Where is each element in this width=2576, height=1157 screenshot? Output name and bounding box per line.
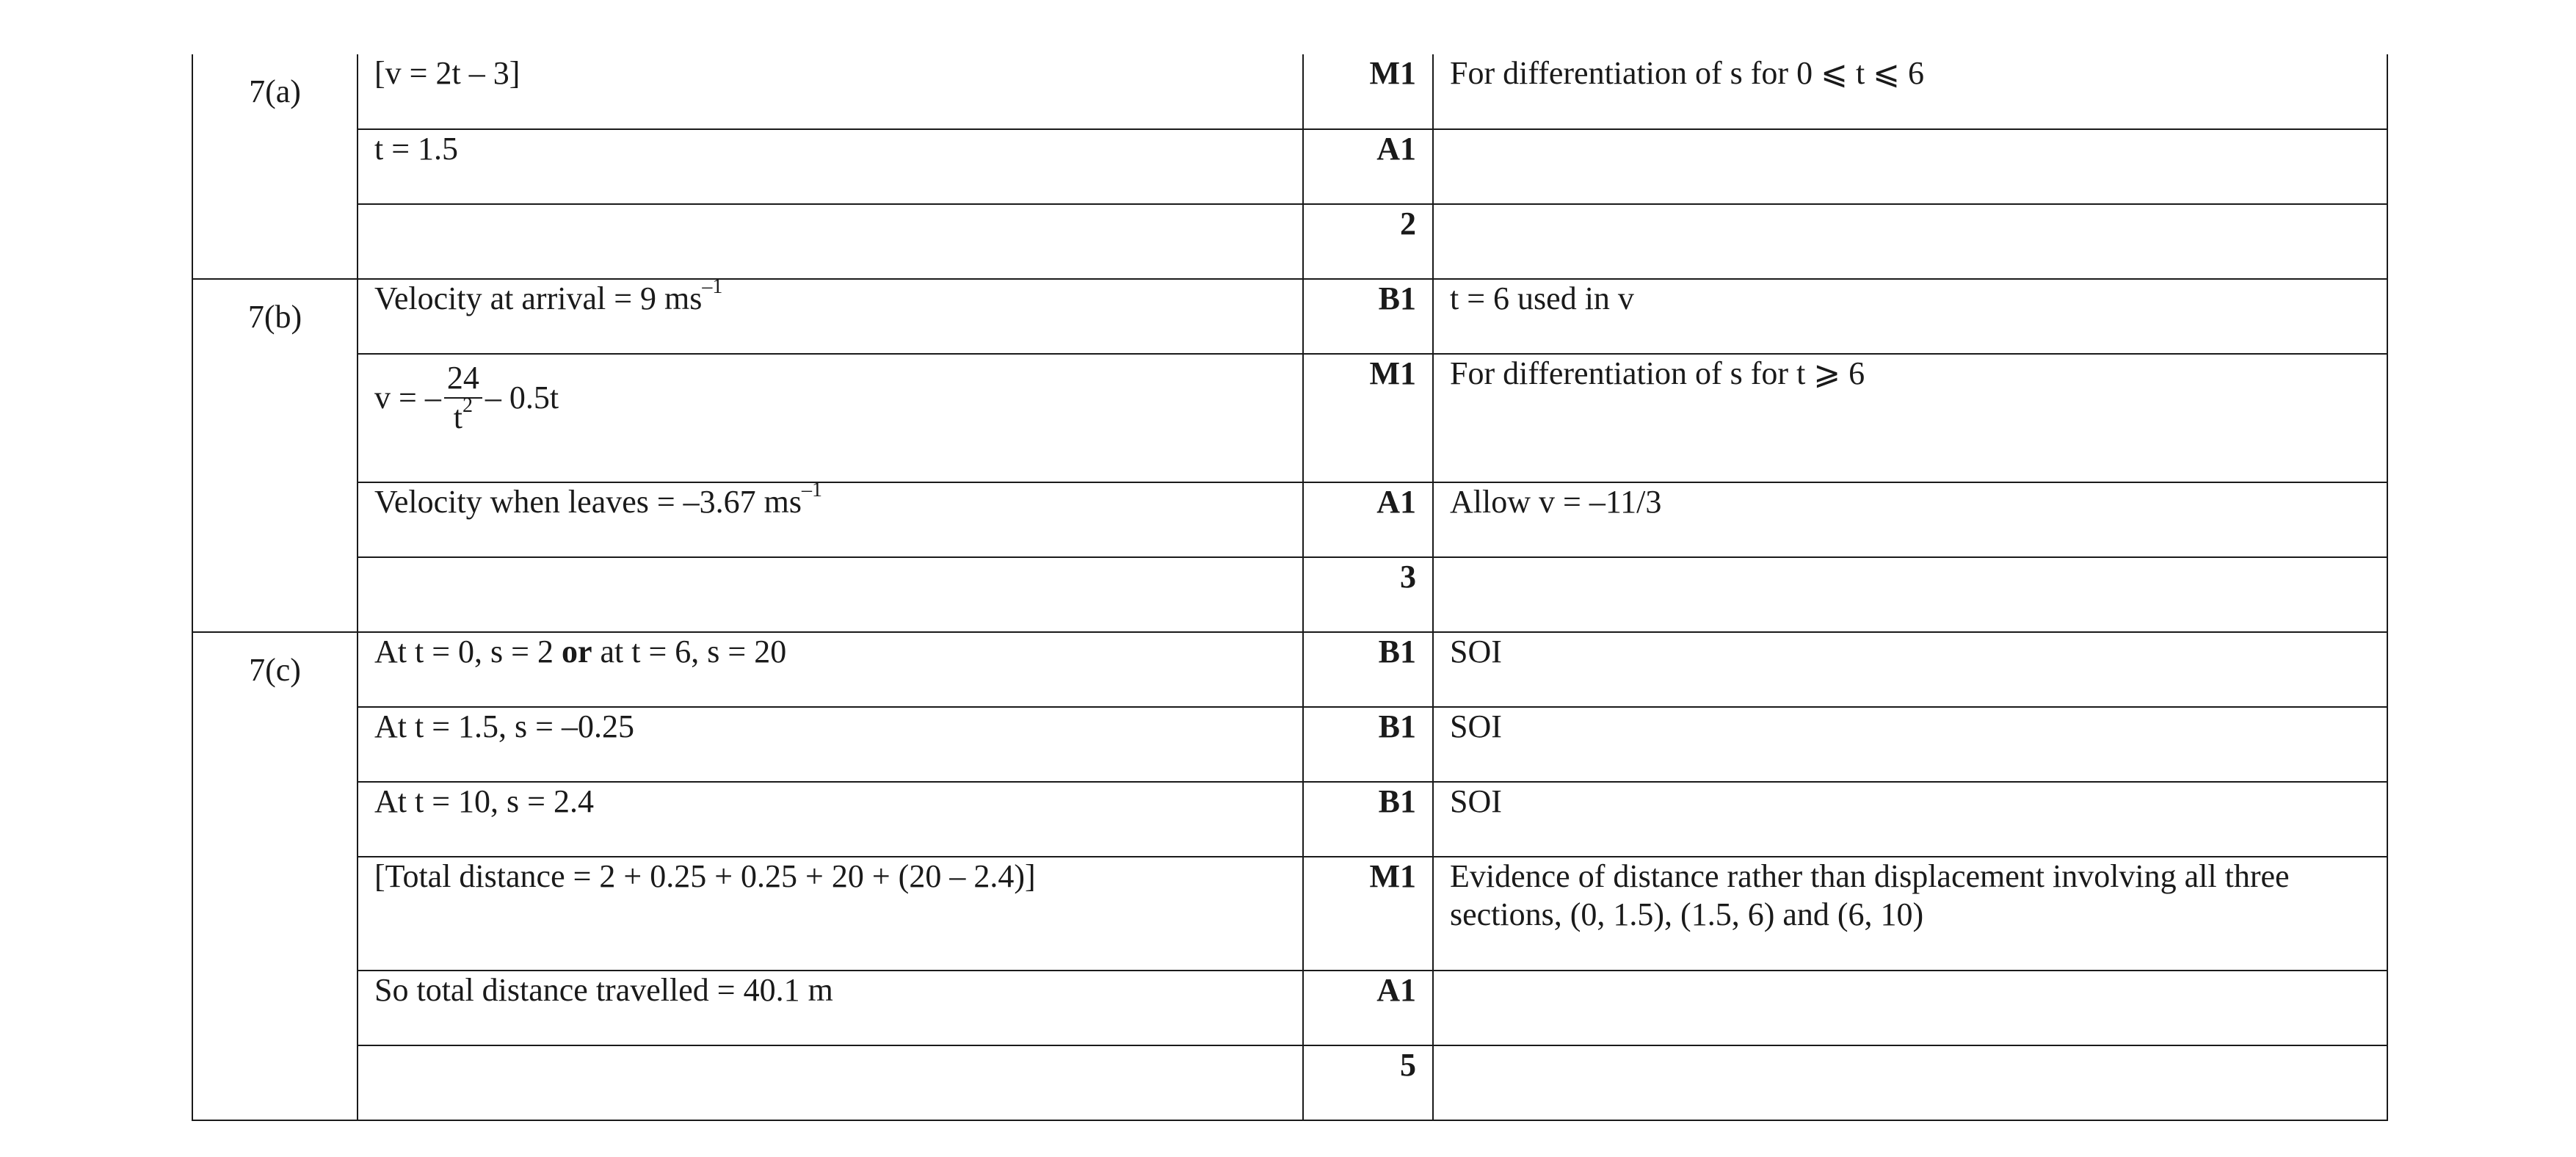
answer-cell: At t = 1.5, s = –0.25 — [358, 707, 1303, 782]
mark-cell: A1 — [1303, 971, 1433, 1045]
guidance-cell: SOI — [1433, 707, 2387, 782]
answer-cell — [358, 275, 1303, 354]
velocity-equation — [374, 359, 559, 437]
table-row — [192, 354, 2387, 482]
answer-cell: [Total distance = 2 + 0.25 + 0.25 + 20 + (20 – 2.4)] — [358, 857, 1303, 971]
guidance-cell — [1433, 1045, 2387, 1120]
total-mark-cell: 2 — [1303, 204, 1433, 279]
answer-cell — [358, 1045, 1303, 1120]
answer-cell: t = 1.5 — [358, 129, 1303, 204]
mark-cell: M1 — [1303, 857, 1433, 971]
mark-cell: B1 — [1303, 707, 1433, 782]
answer-cell — [358, 204, 1303, 279]
guidance-cell: For differentiation of s for t ⩾ 6 — [1433, 354, 2387, 482]
table-row — [192, 129, 2387, 204]
guidance-cell: Evidence of distance rather than displacement involving all three sections, (0, 1.5), (1.5, 6) and (6, 10) — [1433, 857, 2387, 971]
answer-cell: So total distance travelled = 40.1 m — [358, 971, 1303, 1045]
unit-exponent: –1 — [802, 479, 823, 501]
guidance-cell — [1433, 204, 2387, 279]
table-row — [192, 482, 2387, 557]
guidance-cell: t = 6 used in v — [1433, 279, 2387, 354]
denominator-exponent: 2 — [462, 394, 473, 417]
answer-cell: At t = 10, s = 2.4 — [358, 782, 1303, 857]
answer-cell — [358, 557, 1303, 632]
fraction-denominator — [444, 394, 482, 437]
total-mark-cell: 5 — [1303, 1045, 1433, 1120]
mark-cell: M1 — [1303, 54, 1433, 129]
table-row — [192, 857, 2387, 971]
table-row — [192, 557, 2387, 632]
answer-cell — [358, 479, 1303, 557]
total-mark-cell: 3 — [1303, 557, 1433, 632]
guidance-cell: For differentiation of s for 0 ⩽ t ⩽ 6 — [1433, 54, 2387, 129]
question-number-7b: 7(b) — [192, 279, 358, 632]
guidance-cell: SOI — [1433, 782, 2387, 857]
answer-cell: [v = 2t – 3] — [358, 54, 1303, 129]
guidance-cell: Allow v = –11/3 — [1433, 482, 2387, 557]
mark-cell: B1 — [1303, 279, 1433, 354]
mark-cell: B1 — [1303, 632, 1433, 707]
table-row — [192, 707, 2387, 782]
guidance-cell — [1433, 129, 2387, 204]
answer-cell — [358, 632, 1303, 707]
answer-text-b: at t = 6, s = 20 — [592, 634, 787, 670]
mark-cell: A1 — [1303, 482, 1433, 557]
table-row — [192, 279, 2387, 354]
answer-or: or — [561, 634, 592, 670]
fraction-numerator: 24 — [444, 359, 482, 399]
question-number-7a: 7(a) — [192, 54, 358, 279]
guidance-cell: SOI — [1433, 632, 2387, 707]
equation-lhs: v = – — [374, 380, 441, 416]
question-number-7c: 7(c) — [192, 632, 358, 1120]
unit-exponent: –1 — [702, 275, 723, 298]
table-row — [192, 971, 2387, 1045]
mark-scheme-table — [192, 54, 2388, 1121]
fraction — [444, 359, 482, 437]
mark-cell: A1 — [1303, 129, 1433, 204]
answer-text: Velocity at arrival = 9 ms — [374, 280, 703, 316]
denominator-base: t — [453, 399, 462, 435]
guidance-cell — [1433, 557, 2387, 632]
table-row — [192, 54, 2387, 129]
table-row — [192, 1045, 2387, 1120]
table-row — [192, 204, 2387, 279]
mark-cell: B1 — [1303, 782, 1433, 857]
answer-cell — [358, 354, 1303, 482]
table-row — [192, 782, 2387, 857]
equation-rhs: – 0.5t — [485, 380, 559, 416]
answer-text-a: At t = 0, s = 2 — [374, 634, 562, 670]
guidance-cell — [1433, 971, 2387, 1045]
answer-text: Velocity when leaves = –3.67 ms — [374, 484, 802, 520]
table-row — [192, 632, 2387, 707]
mark-cell: M1 — [1303, 354, 1433, 482]
